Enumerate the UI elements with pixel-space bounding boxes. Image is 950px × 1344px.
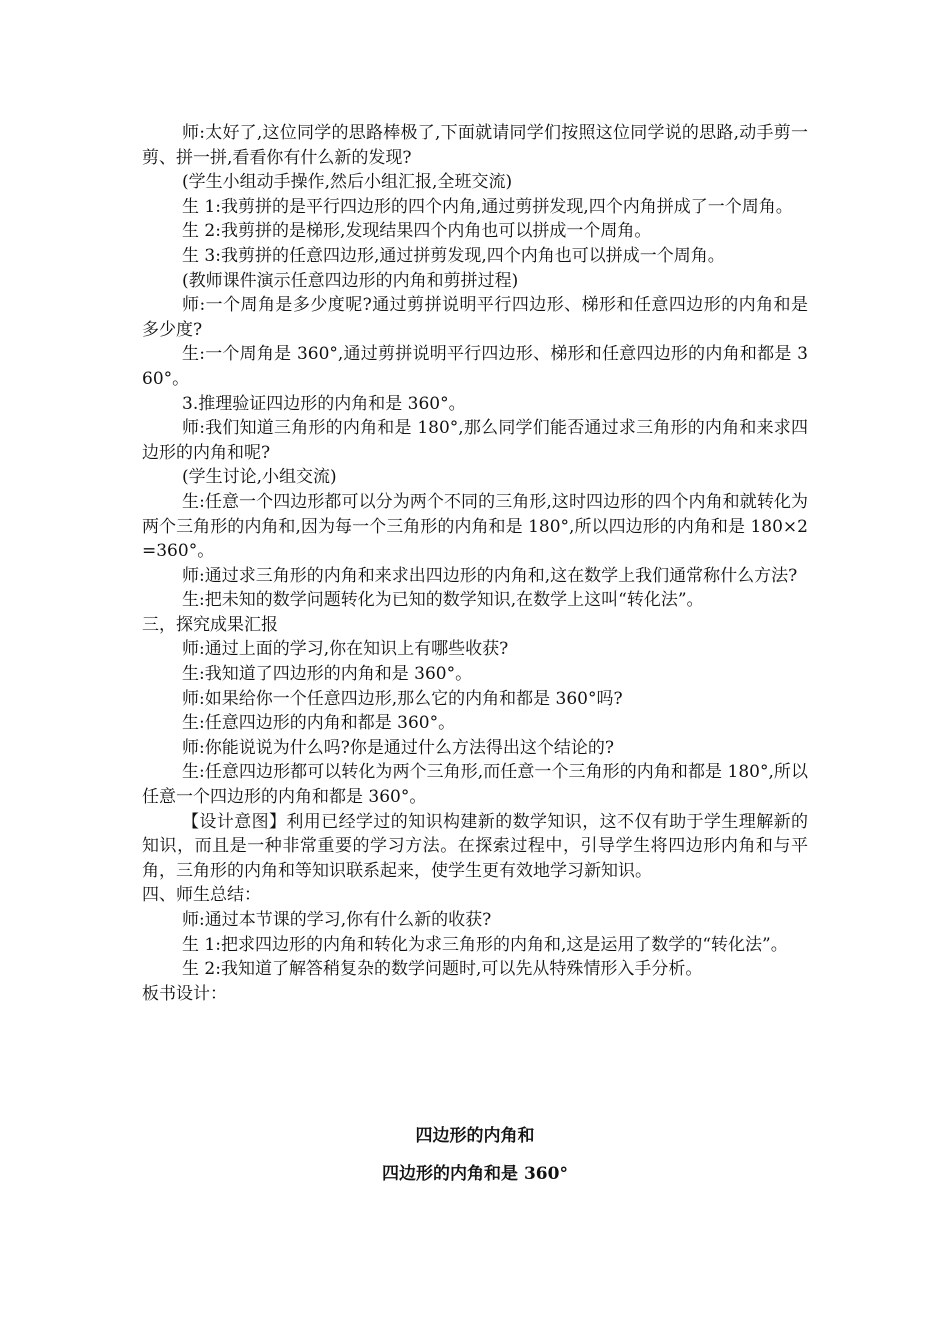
design-intent-paragraph: 【设计意图】利用已经学过的知识构建新的数学知识，这不仅有助于学生理解新的知识，而且是一种非常重要的学习方法。在探索过程中，引导学生将四边形内角和与平角，三角形的内角和等知识联系起来，使学生更有效地学习新知识。	[142, 811, 808, 881]
paragraph: 生 1:我剪拼的是平行四边形的四个内角,通过剪拼发现,四个内角拼成了一个周角。	[182, 196, 793, 217]
paragraph: 师:你能说说为什么吗?你是通过什么方法得出这个结论的?	[182, 737, 614, 758]
board-design-label: 板书设计：	[142, 983, 227, 1004]
paragraph: 生 1:把求四边形的内角和转化为求三角形的内角和,这是运用了数学的“转化法”。	[182, 934, 788, 955]
paragraph: 师:通过上面的学习,你在知识上有哪些收获?	[182, 639, 509, 660]
paragraph: 师:一个周角是多少度呢?通过剪拼说明平行四边形、梯形和任意四边形的内角和是多少度?	[142, 295, 808, 340]
paragraph: 生:任意四边形的内角和都是 360°。	[182, 713, 456, 734]
paragraph: (学生小组动手操作,然后小组汇报,全班交流)	[182, 172, 513, 193]
paragraph: 师:如果给你一个任意四边形,那么它的内角和都是 360°吗?	[182, 688, 623, 709]
paragraph: 师:通过求三角形的内角和来求出四边形的内角和,这在数学上我们通常称什么方法?	[182, 565, 798, 586]
document-body	[142, 121, 808, 1006]
paragraph: 师:通过本节课的学习,你有什么新的收获?	[182, 910, 492, 930]
section-heading: 三，探究成果汇报	[142, 614, 278, 635]
paragraph: 3.推理验证四边形的内角和是 360°。	[182, 393, 466, 414]
board-title: 四边形的内角和	[415, 1126, 535, 1146]
paragraph: (教师课件演示任意四边形的内角和剪拼过程)	[182, 270, 519, 291]
paragraph: 生:把未知的数学问题转化为已知的数学知识,在数学上这叫“转化法”。	[182, 590, 704, 611]
paragraph: 生:一个周角是 360°,通过剪拼说明平行四边形、梯形和任意四边形的内角和都是 360°。	[142, 344, 808, 389]
paragraph: 师:我们知道三角形的内角和是 180°,那么同学们能否通过求三角形的内角和来求四边形的内角和呢?	[142, 418, 808, 463]
paragraph: 生 3:我剪拼的任意四边形,通过拼剪发现,四个内角也可以拼成一个周角。	[182, 245, 725, 266]
section-heading: 四、师生总结：	[142, 885, 261, 906]
paragraph: 生 2:我剪拼的是梯形,发现结果四个内角也可以拼成一个周角。	[182, 221, 652, 242]
paragraph: 生:我知道了四边形的内角和是 360°。	[182, 664, 473, 685]
paragraph: 生:任意四边形都可以转化为两个三角形,而任意一个三角形的内角和都是 180°,所以任意一个四边形的内角和都是 360°。	[142, 762, 808, 808]
paragraph: 生 2:我知道了解答稍复杂的数学问题时,可以先从特殊情形入手分析。	[182, 959, 703, 980]
paragraph: 生:任意一个四边形都可以分为两个不同的三角形,这时四边形的四个内角和就转化为两个三角形的内角和,因为每一个三角形的内角和是 180°,所以四边形的内角和是 180×2=360°。	[142, 491, 808, 562]
board-subtitle: 四边形的内角和是 360°	[382, 1164, 568, 1184]
paragraph: 师:太好了,这位同学的思路棒极了,下面就请同学们按照这位同学说的思路,动手剪一剪、拼一拼,看看你有什么新的发现?	[142, 123, 808, 168]
paragraph: (学生讨论,小组交流)	[182, 467, 337, 488]
